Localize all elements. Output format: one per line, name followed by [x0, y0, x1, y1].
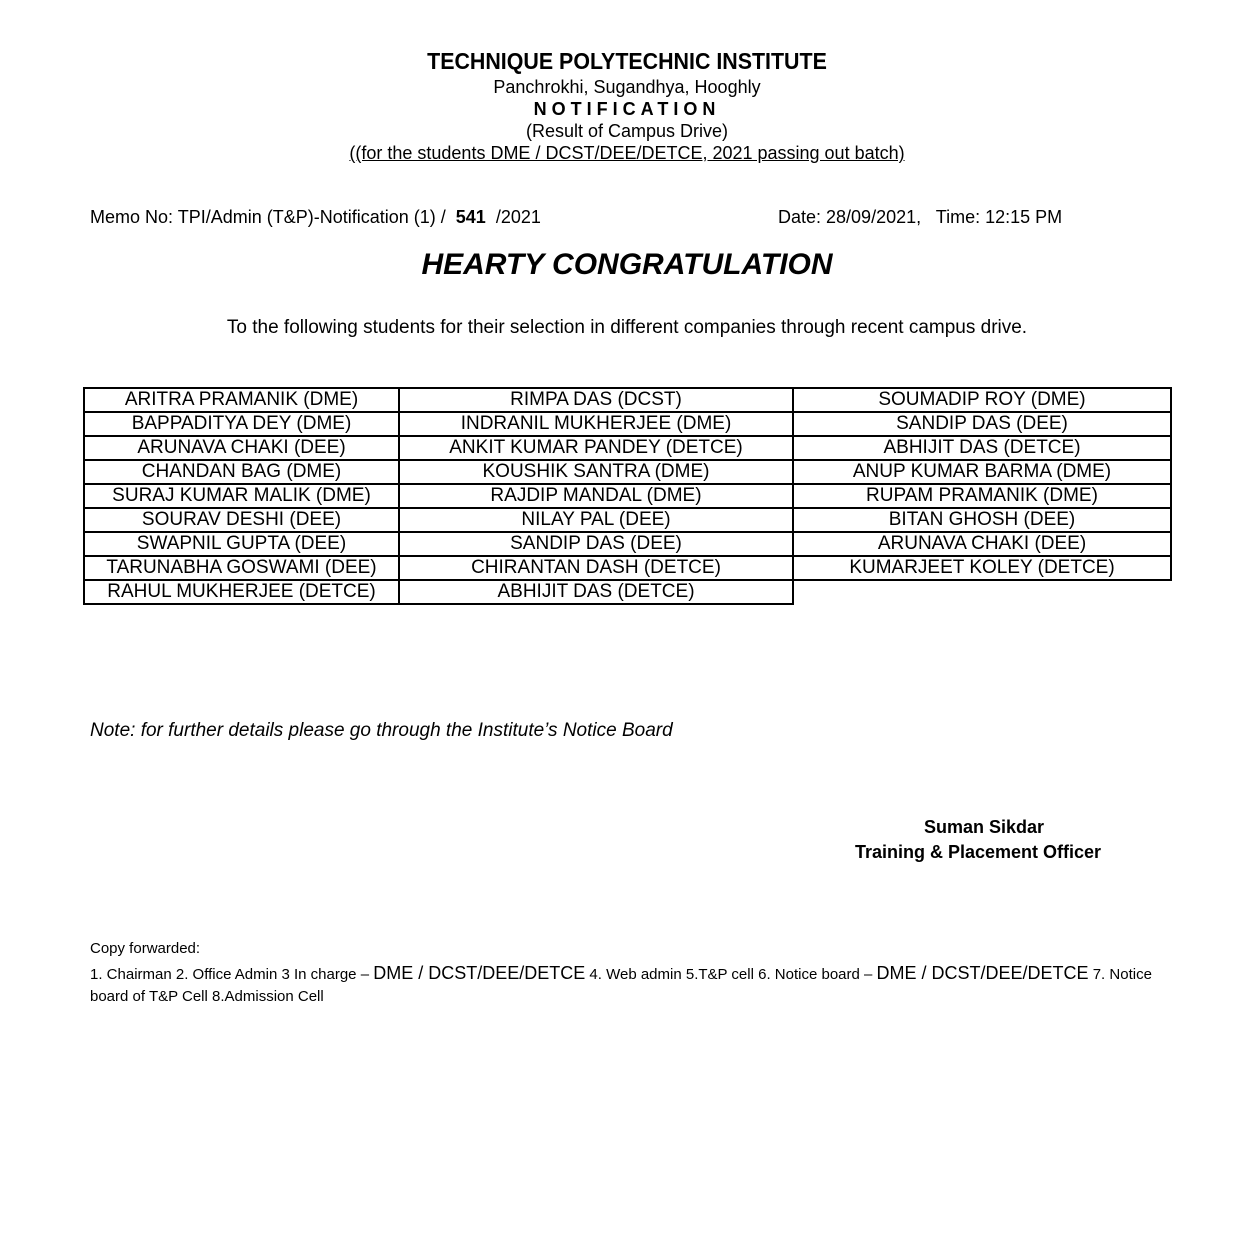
student-cell: CHANDAN BAG (DME): [84, 460, 399, 484]
student-cell: SOUMADIP ROY (DME): [793, 388, 1171, 412]
table-row: [84, 460, 1171, 484]
notification-batch: ((for the students DME / DCST/DEE/DETCE, 2021 passing out batch): [349, 143, 905, 163]
note-text: Note: for further details please go through the Institute’s Notice Board: [90, 720, 673, 741]
student-cell: SURAJ KUMAR MALIK (DME): [84, 484, 399, 508]
student-cell: NILAY PAL (DEE): [399, 508, 793, 532]
students-table: [83, 387, 1172, 605]
intro-text: To the following students for their selection in different companies through recent campus drive.: [226, 317, 1028, 338]
student-cell: [793, 580, 1171, 604]
student-cell: RIMPA DAS (DCST): [399, 388, 793, 412]
student-cell: ABHIJIT DAS (DETCE): [793, 436, 1171, 460]
copy-part-3: 7. Notice board of T&P Cell 8.Admission Cell: [90, 966, 1152, 1005]
student-cell: SANDIP DAS (DEE): [399, 532, 793, 556]
table-row: [84, 436, 1171, 460]
signatory-name: Suman Sikdar: [923, 817, 1045, 837]
student-cell: SOURAV DESHI (DEE): [84, 508, 399, 532]
table-row: [84, 532, 1171, 556]
student-cell: KUMARJEET KOLEY (DETCE): [793, 556, 1171, 580]
student-cell: TARUNABHA GOSWAMI (DEE): [84, 556, 399, 580]
signatory-title: Training & Placement Officer: [854, 842, 1102, 862]
copy-departments-1: DME / DCST/DEE/DETCE: [373, 963, 586, 983]
congratulation-title: HEARTY CONGRATULATION: [421, 248, 833, 281]
memo-number: [90, 207, 541, 228]
notification-subtitle: (Result of Campus Drive): [525, 121, 729, 141]
student-cell: ARUNAVA CHAKI (DEE): [793, 532, 1171, 556]
table-row: [84, 412, 1171, 436]
institute-name: TECHNIQUE POLYTECHNIC INSTITUTE: [427, 48, 827, 74]
student-cell: KOUSHIK SANTRA (DME): [399, 460, 793, 484]
memo-prefix: Memo No: TPI/Admin (T&P)-Notification (1) /: [90, 207, 456, 227]
student-cell: INDRANIL MUKHERJEE (DME): [399, 412, 793, 436]
student-cell: ANUP KUMAR BARMA (DME): [793, 460, 1171, 484]
student-cell: SWAPNIL GUPTA (DEE): [84, 532, 399, 556]
student-cell: CHIRANTAN DASH (DETCE): [399, 556, 793, 580]
notification-heading: NOTIFICATION: [533, 99, 721, 119]
student-cell: RAHUL MUKHERJEE (DETCE): [84, 580, 399, 604]
date-time: Date: 28/09/2021, Time: 12:15 PM: [778, 207, 1063, 227]
copy-forwarded-list: [90, 962, 1160, 1008]
table-row: [84, 388, 1171, 412]
student-cell: BAPPADITYA DEY (DME): [84, 412, 399, 436]
copy-part-2: 4. Web admin 5.T&P cell 6. Notice board –: [585, 966, 877, 983]
memo-serial: 541: [455, 207, 486, 227]
student-cell: ABHIJIT DAS (DETCE): [399, 580, 793, 604]
copy-part-1: 1. Chairman 2. Office Admin 3 In charge –: [90, 966, 374, 983]
table-row: [84, 508, 1171, 532]
memo-suffix: /2021: [485, 207, 541, 227]
table-row: [84, 556, 1171, 580]
student-cell: RUPAM PRAMANIK (DME): [793, 484, 1171, 508]
student-cell: ARUNAVA CHAKI (DEE): [84, 436, 399, 460]
table-row: [84, 484, 1171, 508]
copy-departments-2: DME / DCST/DEE/DETCE: [876, 963, 1089, 983]
table-row: [84, 580, 1171, 604]
student-cell: SANDIP DAS (DEE): [793, 412, 1171, 436]
student-cell: ARITRA PRAMANIK (DME): [84, 388, 399, 412]
student-cell: RAJDIP MANDAL (DME): [399, 484, 793, 508]
copy-forwarded-label: Copy forwarded:: [90, 940, 201, 957]
student-cell: ANKIT KUMAR PANDEY (DETCE): [399, 436, 793, 460]
student-cell: BITAN GHOSH (DEE): [793, 508, 1171, 532]
institute-address: Panchrokhi, Sugandhya, Hooghly: [493, 77, 761, 97]
